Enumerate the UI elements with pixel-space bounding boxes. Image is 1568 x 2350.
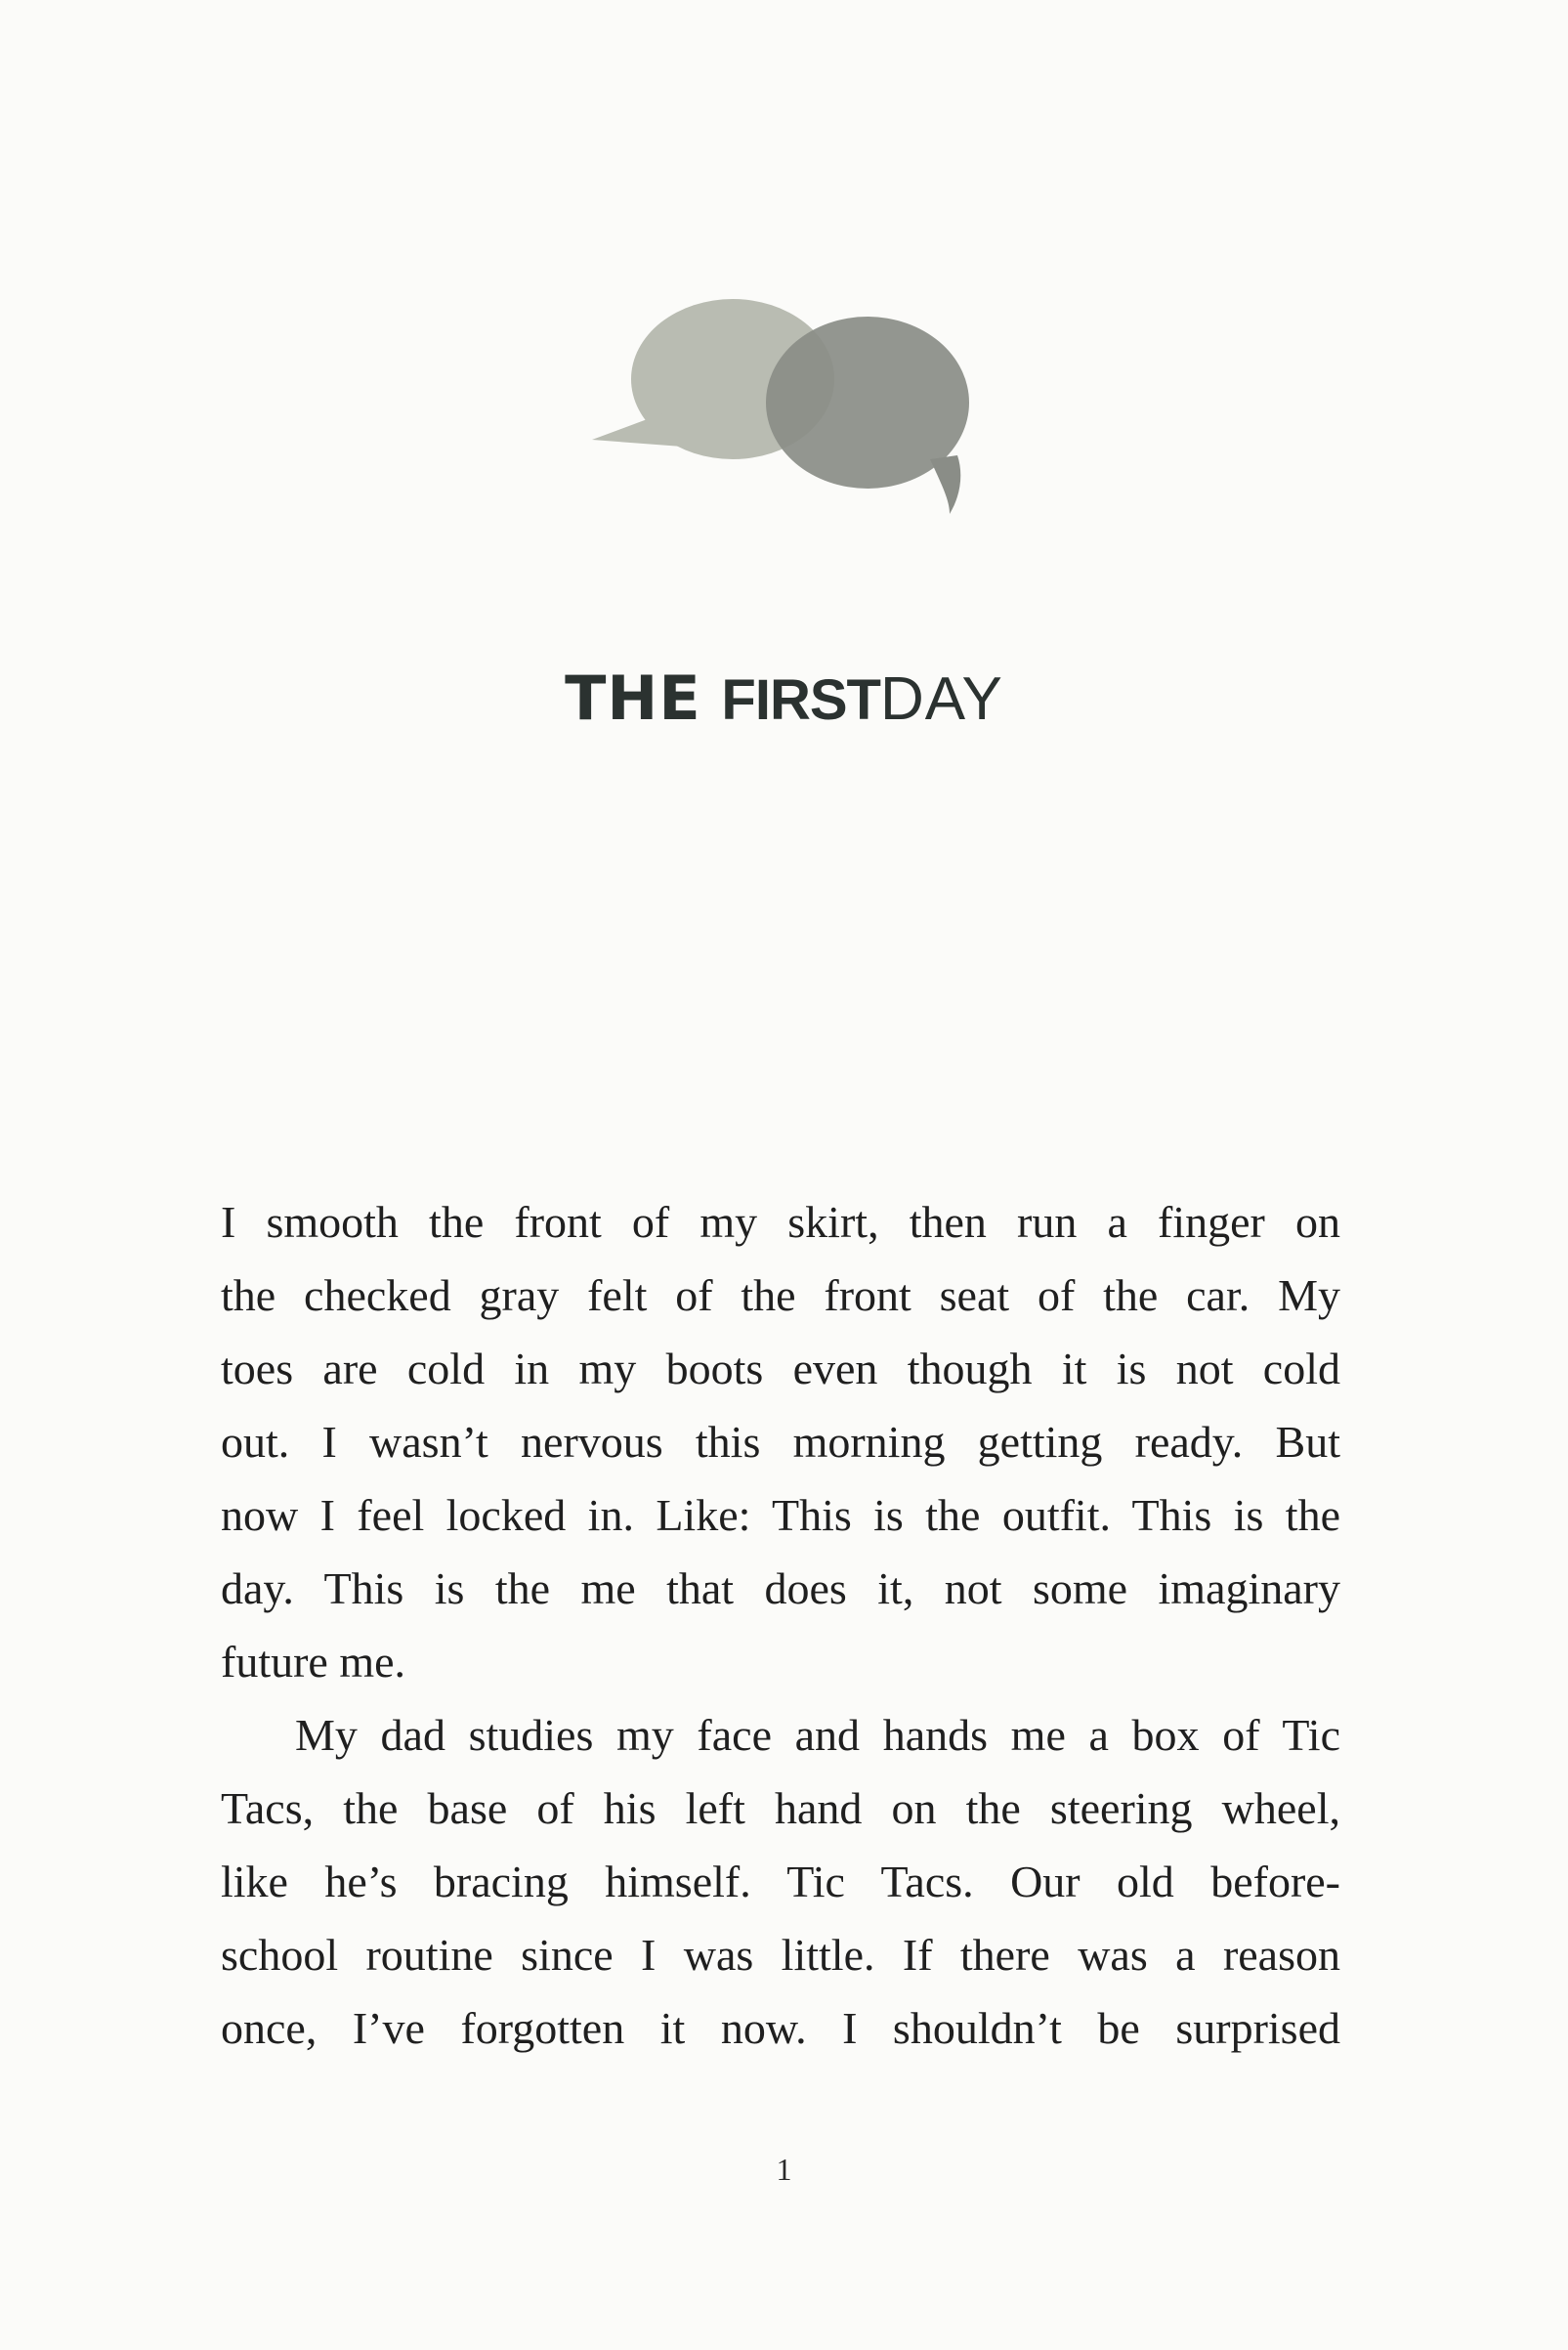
right-speech-bubble-icon (766, 317, 969, 514)
text-line: the checked gray felt of the front seat of the car. My (221, 1270, 1340, 1320)
speech-bubbles-icon (586, 293, 987, 528)
text-line: Tacs, the base of his left hand on the steering wheel, (221, 1783, 1340, 1833)
text-line: My dad studies my face and hands me a box of Tic (295, 1710, 1340, 1760)
body-text (221, 1185, 1340, 2065)
text-line: like he’s bracing himself. Tic Tacs. Our old before- (221, 1857, 1340, 1906)
text-line: once, I’ve forgotten it now. I shouldn’t be surprised (221, 2003, 1340, 2053)
text-line: future me. (221, 1637, 406, 1687)
page-number: 1 (776, 2152, 792, 2187)
text-line: now I feel locked in. Like: This is the outfit. This is the (221, 1490, 1340, 1540)
text-line: school routine since I was little. If there was a reason (221, 1930, 1340, 1980)
chapter-title (0, 660, 1568, 740)
text-line: toes are cold in my boots even though it is not cold (221, 1344, 1340, 1393)
chapter-title-word-first: FIRST (721, 668, 880, 732)
chapter-title-word-day: DAY (879, 665, 1003, 733)
text-line: day. This is the me that does it, not some imaginary (221, 1563, 1340, 1613)
chapter-title-word-the: THE (565, 662, 701, 734)
text-line: out. I wasn’t nervous this morning getting ready. But (221, 1417, 1340, 1467)
text-line: I smooth the front of my skirt, then run a finger on (221, 1197, 1340, 1247)
